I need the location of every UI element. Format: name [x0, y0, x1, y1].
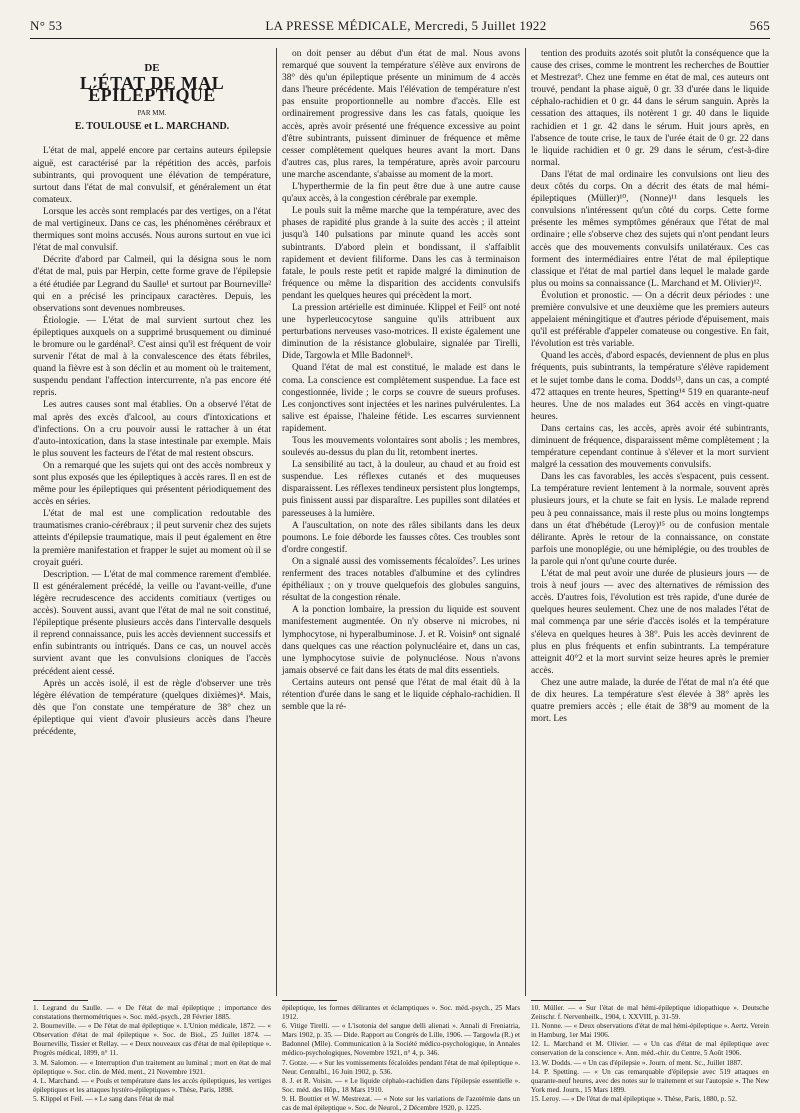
footnote-rule	[33, 1000, 88, 1001]
paragraph: L'état de mal, appelé encore par certains auteurs épilepsie aiguë, est caractérisé par la répétition des accès, parfois subintrants, qui provoquent une élévation de température, surtout dans l'état de mal convulsif, et généralement un état comateux.	[33, 146, 271, 205]
footnote: 8. J. et R. Voisin. — « Le liquide céphalo-rachidien dans l'épilepsie essentielle ». Soc. méd. des Hôp., 18 Mars 1910.	[282, 1076, 520, 1094]
footnote: 10. Müller. — « Sur l'état de mal hémi-épileptique idiopathique ». Deutsche Zeitschr. f. Nervenheilk., 1904, t. XXVIII, p. 31-59.	[531, 1004, 769, 1022]
footnote: 11. Nonne. — « Deux observations d'état de mal hémi-épileptique ». Aertz. Verein in Hamburg, 1er Mai 1906.	[531, 1022, 769, 1040]
paragraph: Tous les mouvements volontaires sont abolis ; les membres, soulevés au-dessus du plan du lit, retombent inertes.	[282, 436, 520, 459]
paragraph: Chez une autre malade, la durée de l'état de mal n'a été que de dix heures. La température s'est élevée à 38° après les quatre premiers accès ; elle était de 38°9 au moment de la mort. Les	[531, 677, 769, 725]
column-3-body	[531, 48, 769, 725]
paragraph: Dans certains cas, les accès, après avoir été subintrants, diminuent de fréquence, disparaissent même complètement ; la température cependant continue à s'élever et la mort survient malgré la cessation des mouvements convulsifs.	[531, 423, 769, 471]
footnote: 6. Vitige Tirelli. — « L'isotonia del sangue delli alienati ». Annali di Freniatria, Mars 1902, p. 35. — Dide. Rapport au Congrès de Lille, 1906. — Targowla (R.) et Badonnel (Mlle). Communication à la Société médico-psychologique, in Annales médico-psychologiques, Novembre 1921, n° 4, p. 346.	[282, 1022, 520, 1058]
paragraph: On a signalé aussi des vomissements fécaloïdes⁷. Les urines renferment des traces notables d'albumine et des cylindres épithéliaux ; on y trouve quelquefois des globules sanguins, résultat de la congestion rénale.	[282, 556, 520, 604]
paragraph: Lorsque les accès sont remplacés par des vertiges, on a l'état de mal vertigineux. Dans ce cas, les phénomènes cérébraux et thermiques sont moins accusés. Nous aurons surtout en vue ici l'état de mal convulsif.	[33, 206, 271, 254]
article-title: L'ÉTAT DE MAL ÉPILEPTIQUE	[79, 73, 225, 106]
column-divider	[525, 48, 526, 996]
footnote: 2. Bourneville. — « De l'état de mal épileptique ». L'Union médicale, 1872. — « Observation d'état de mal épileptique ». Soc. de Biol., 25 Juillet 1874. — Bourneville, Tissier et Rellay. — « Deux nouveaux cas d'état de mal épileptique ». Progrès médical, 1899, n° 11.	[33, 1022, 271, 1058]
paragraph: Décrite d'abord par Calmeil, qui la désigna sous le nom d'état de mal, puis par Herpin, cette forme grave de l'épilepsie a été étudiée par Legrand du Saulle¹ et surtout par Bourneville² qui en a précisé les principaux caractères. Depuis, les observations sont devenues nombreuses.	[33, 255, 271, 314]
paragraph: Évolution et pronostic. — On a décrit deux périodes : une première convulsive et une deuxième que les premiers auteurs appelaient méningitique et d'autres période d'épuisement, mais qu'il est préférable d'appeler comateuse ou congestive. En fait, l'évolution est très variable.	[531, 290, 769, 350]
paragraph: L'hyperthermie de la fin peut être due à une autre cause qu'aux accès, à la congestion cérébrale par exemple.	[282, 182, 520, 205]
journal-title: LA PRESSE MÉDICALE, Mercredi, 5 Juillet 1922	[265, 18, 547, 33]
footnotes-column-3	[531, 1004, 769, 1104]
title-prefix: DE	[144, 62, 160, 74]
footnote: 9. H. Bouttier et W. Mestrezat. — « Note sur les variations de l'azotémie dans un cas de mal épileptique ». Soc. de Neurol., 2 Décembre 1920, p. 1225.	[282, 1094, 520, 1113]
footnote: 4. L. Marchand. — « Pouls et température dans les accès épileptiques, les vertiges épileptiques et les attaques hystéro-épileptiques ». Thèse, Paris, 1898.	[33, 1076, 271, 1094]
footnote-rule	[531, 1000, 586, 1001]
page-number: 565	[749, 18, 770, 33]
paragraph: A la ponction lombaire, la pression du liquide est souvent manifestement augmentée. On n'y observe ni microbes, ni lymphocytose, ni hyperalbuminose. J. et R. Voisin⁸ ont signalé dans quelques cas une réaction polynucléaire et, dans un cas, une lymphocytose suivie de polynucléose. Nous n'avons jamais observé ce fait dans les états de mal dits essentiels.	[282, 605, 520, 676]
column-2-body	[282, 48, 520, 713]
paragraph: Les autres causes sont mal établies. On a observé l'état de mal après des excès d'alcool, au cours d'intoxications et d'infections. On a cru pouvoir aussi le rattacher à un état d'auto-intoxication, dans la stase intestinale par exemple. Mais le plus souvent les facteurs de l'état de mal restent obscurs.	[33, 400, 271, 459]
footnote: 15. Leroy. — « De l'état de mal épileptique ». Thèse, Paris, 1880, p. 52.	[531, 1094, 737, 1103]
footnotes-column-1	[33, 1004, 271, 1104]
page-header	[30, 18, 770, 40]
column-3	[531, 48, 769, 725]
paragraph: La pression artérielle est diminuée. Klippel et Feil⁵ ont noté une hyperleucocytose sanguine qu'ils attribuent aux perturbations nerveuses vaso-motrices. Il existe également une diminution de la résistance globulaire, signalée par Tirelli, Dide, Targowla et Mlle Badonnel⁶.	[282, 302, 520, 362]
paragraph: Certains auteurs ont pensé que l'état de mal était dû à la rétention d'urée dans le sang et le liquide céphalo-rachidien. Il semble que la ré-	[282, 677, 520, 713]
paragraph: Le pouls suit la même marche que la température, avec des phases de rapidité plus grande à la suite des accès ; il atteint jusqu'à 140 pulsations par minute quand les accès sont subintrants. D'abord plein et bondissant, il s'affaiblit rapidement et devient filiforme. Dans les cas à terminaison fatale, le pouls reste petit et rapide malgré la diminution de fréquence ou même la disparition des accidents convulsifs pendant les quelques heures qui précèdent la mort.	[282, 206, 520, 301]
paragraph: Dans les cas favorables, les accès s'espacent, puis cessent. La température revient lentement à la normale, souvent après plusieurs jours, et la chute se fait en lysis. Le malade reprend peu à peu connaissance, mais il reste plus ou moins longtemps dans un état d'hébétude (Leroy)¹⁵ ou de confusion mentale délirante. Après le retour de la connaissance, on constate parfois une monoplégie, ou une hémiplégie, ou des troubles de la parole qui n'ont qu'une courte durée.	[531, 472, 769, 567]
header-rule	[30, 38, 770, 39]
paragraph: Quand les accès, d'abord espacés, deviennent de plus en plus fréquents, puis subintrants, la température s'élève rapidement et le sujet tombe dans le coma. Dodds¹³, dans un cas, a compté 472 attaques en trente heures, Spetting¹⁴ 519 en quarante-neuf heures. Une de nos malades eut 364 accès en vingt-quatre heures.	[531, 351, 769, 422]
column-divider	[276, 48, 277, 996]
footnotes-column-2	[282, 1004, 520, 1113]
paragraph: A l'auscultation, on note des râles sibilants dans les deux poumons. Le foie déborde les fausses côtes. Ces troubles sont d'ordre congestif.	[282, 520, 520, 555]
paragraph: Après un accès isolé, il est de règle d'observer une très légère élévation de température (quelques dixièmes)⁴. Mais, dès que l'on constate une température de 38° chez un épileptique qui vient d'avoir plusieurs accès dans l'heure précédente,	[33, 678, 271, 737]
footnote: 13. W. Dodds. — « Un cas d'épilepsie ». Journ. of ment. Sc., Juillet 1887.	[531, 1058, 743, 1067]
paragraph: Quand l'état de mal est constitué, le malade est dans le coma. La conscience est complètement suspendue. La face est congestionnée, livide ; le corps se couvre de sueurs profuses. Les conjonctives sont injectées et les narines pulvérulentes. La salive est épaisse, l'haleine fétide. Les escarres surviennent rapidement.	[282, 363, 520, 434]
paragraph: Description. — L'état de mal commence rarement d'emblée. Il est généralement précédé, la veille ou l'avant-veille, d'une légère recrudescence des accidents comitiaux (vertiges ou accès). Souvent aussi, avant que l'état de mal ne soit constitué, l'épileptique présente plusieurs accès dans l'intervalle desquels il reprend connaissance, puis les accès deviennent successifs et enfin subintrants ou intriqués. Dans ce cas, un nouvel accès survient avant que les convulsions cloniques de l'accès précédent aient cessé.	[33, 569, 271, 677]
paragraph: Étiologie. — L'état de mal survient surtout chez les épileptiques auxquels on a supprimé brusquement ou diminué le bromure ou le gardénal³. C'est ainsi qu'il est fréquent de voir survenir l'état de mal à la convalescence des états fébriles, quand la fièvre est à son déclin et au moment où le traitement, suspendu pendant l'affection intercurrente, n'a pas encore été repris.	[33, 315, 271, 399]
footnote: 12. L. Marchand et M. Olivier. — « Un cas d'état de mal épileptique avec conservation de la conscience ». Ann. méd.-chir. du Centre, 5 Août 1906.	[531, 1040, 769, 1058]
article-authors: E. TOULOUSE et L. MARCHAND.	[74, 121, 230, 133]
paragraph: L'état de mal peut avoir une durée de plusieurs jours — de trois à neuf jours — avec des alternatives de rémission des accès. D'autres fois, l'évolution est très rapide, d'une durée de quelques heures seulement. Chez une de nos malades l'état de mal commença par une série d'accès isolés et la température s'éleva en quelques heures à 38°. Puis les accès devinrent de plus en plus fréquents et enfin subintrants. La température atteignit 40°2 et la mort survint seize heures après le premier accès.	[531, 569, 769, 676]
footnote: épileptique, les formes délirantes et éclamptiques ». Soc. méd.-psych., 25 Mars 1912.	[282, 1004, 520, 1022]
footnote: 7. Gotze. — « Sur les vomissements fécaloïdes pendant l'état de mal épileptique ». Neur. Centralbl., 16 Juin 1902, p. 536.	[282, 1058, 520, 1076]
footnote: 3. M. Salomon. — « Interruption d'un traitement au luminal ; mort en état de mal épileptique ». Soc. clin. de Méd. ment., 21 Novembre 1921.	[33, 1058, 271, 1076]
footnote: 1. Legrand du Saulle. — « De l'état de mal épileptique ; importance des constatations thermométriques ». Soc. méd.-psych., 28 Février 1885.	[33, 1004, 271, 1022]
byline-prefix: PAR MM.	[137, 109, 167, 118]
column-2	[282, 48, 520, 713]
column-1	[33, 48, 271, 738]
paragraph: On a remarqué que les sujets qui ont des accès nombreux y sont plus exposés que les épileptiques à accès rares. Il en est de même pour les épileptiques qui présentent périodiquement des accès en séries.	[33, 460, 271, 508]
footnote-rule	[282, 1000, 337, 1001]
paragraph: Dans l'état de mal ordinaire les convulsions ont lieu des deux côtés du corps. On a décrit des états de mal hémi-épileptiques (Müller)¹⁰, (Nonne)¹¹ dans lesquels les convulsions n'intéressent qu'un côté du corps. Cette forme présente les mêmes symptômes généraux que l'état de mal ordinaire ; elle s'observe chez des sujets qui n'ont pendant leurs accès que des mouvements convulsifs unilatéraux. Ces cas forment des intermédiaires entre l'état de mal épileptique classique et l'état de mal partiel dans lequel le malade garde plus ou moins sa connaissance (L. Marchand et M. Olivier)¹².	[531, 169, 769, 289]
column-1-body	[33, 145, 271, 738]
footnote: 5. Klippel et Feil. — « Le sang dans l'état de mal	[33, 1094, 174, 1103]
footnote: 14. P. Spetting. — « Un cas remarquable d'épilepsie avec 519 attaques en quarante-neuf heures, avec des notes sur le traitement et sur l'autopsie ». The New York med. Journ., 15 Mars 1899.	[531, 1067, 769, 1094]
paragraph: L'état de mal est une complication redoutable des traumatismes cranio-cérébraux ; il peut survenir chez des sujets atteints d'épilepsie traumatique, mais il peut également en être la première manifestation et frapper le sujet au moment où il se croyait guéri.	[33, 509, 271, 568]
issue-number: N° 53	[30, 18, 63, 33]
paragraph: tention des produits azotés soit plutôt la conséquence que la cause des crises, comme le montrent les recherches de Bouttier et Mestrezat⁹. Chez une femme en état de mal, ces auteurs ont trouvé, pendant la phase aiguë, 0 gr. 33 d'urée dans le liquide céphalo-rachidien et 0 gr. 44 dans le sérum sanguin. Après la cessation des attaques, ils notèrent 1 gr. 40 dans le liquide rachidien et 1 gr. 42 dans le sérum. Huit jours après, en l'absence de toute crise, le taux de l'urée était de 0 gr. 22 dans le liquide rachidien et 0 gr. 29 dans le sérum, c'est-à-dire normal.	[531, 49, 769, 168]
paragraph: La sensibilité au tact, à la douleur, au chaud et au froid est suspendue. Les réflexes cutanés et des muqueuses disparaissent. Les réflexes tendineux persistent plus longtemps, puis finissent aussi par disparaître. Les pupilles sont dilatées et paresseuses à la lumière.	[282, 460, 520, 519]
paragraph: on doit penser au début d'un état de mal. Nous avons remarqué que souvent la température s'élève aux environs de 38° dès qu'un épileptique présente un minimum de 4 accès dans l'heure précédente. Mais l'élévation de température n'est pas ensuite proportionnelle au nombre d'accès. Elle est ordinairement progressive dans les cas fatals, quoique les accès, après avoir présenté une fréquence excessive au point d'être subintrants, puissent diminuer de fréquence et même cesser complètement quelques heures avant la mort. Dans d'autres cas, plus rares, la température, après avoir parcouru une marche ascendante, s'abaisse au moment de la mort.	[282, 49, 520, 180]
